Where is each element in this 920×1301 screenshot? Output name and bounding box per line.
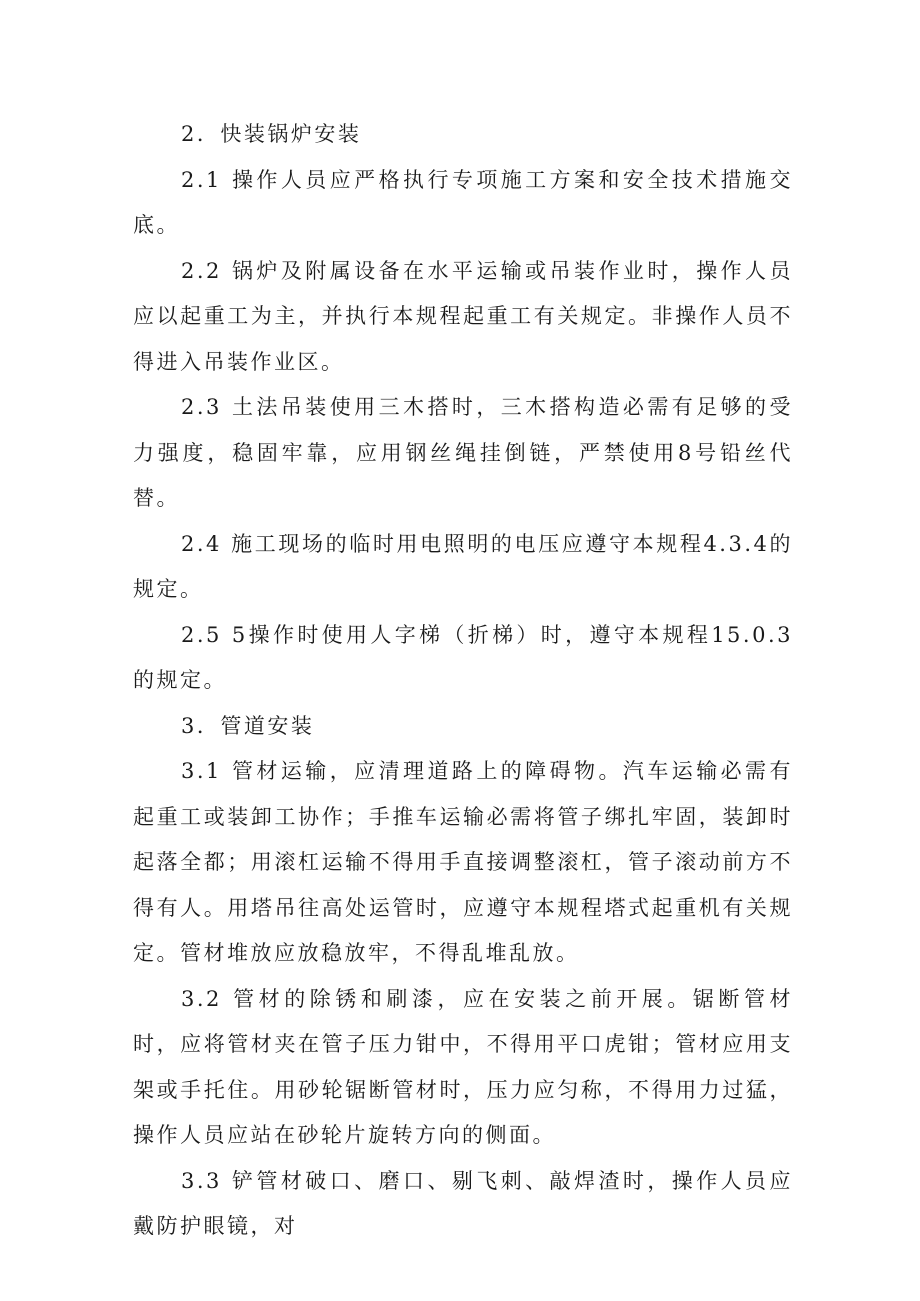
section-heading-pipe: 3．管道安装 bbox=[181, 713, 315, 738]
clause-3-3: 3.3 铲管材破口、磨口、剔飞刺、敲焊渣时，操作人员应戴防护眼镜，对 bbox=[133, 1168, 793, 1238]
clause-2-1: 2.1 操作人员应严格执行专项施工方案和安全技术措施交底。 bbox=[133, 167, 793, 237]
clause-2-2: 2.2 锅炉及附属设备在水平运输或吊装作业时，操作人员应以起重工为主，并执行本规程起重工有关规定。非操作人员不得进入吊装作业区。 bbox=[133, 258, 793, 374]
clause-2-4: 2.4 施工现场的临时用电照明的电压应遵守本规程4.3.4的规定。 bbox=[133, 531, 793, 601]
clause-2-3: 2.3 土法吊装使用三木搭时，三木搭构造必需有足够的受力强度，稳固牢靠，应用钢丝绳挂倒链，严禁使用8号铅丝代替。 bbox=[133, 395, 793, 510]
section-heading-boiler: 2．快装锅炉安装 bbox=[181, 122, 362, 146]
clause-3-1: 3.1 管材运输，应清理道路上的障碍物。汽车运输必需有起重工或装卸工协作；手推车运输必需将管子绑扎牢固，装卸时起落全都；用滚杠运输不得用手直接调整滚杠，管子滚动前方不得有人。用塔吊往高处运管时，应遵守本规程塔式起重机有关规定。管材堆放应放稳放牢，不得乱堆乱放。 bbox=[133, 759, 793, 965]
document-body bbox=[133, 112, 793, 1250]
clause-3-2: 3.2 管材的除锈和刷漆，应在安装之前开展。锯断管材时，应将管材夹在管子压力钳中，不得用平口虎钳；管材应用支架或手托住。用砂轮锯断管材时，压力应匀称，不得用力过猛，操作人员应站在砂轮片旋转方向的侧面。 bbox=[133, 986, 793, 1147]
clause-2-5: 2.5 5操作时使用人字梯（折梯）时，遵守本规程15.0.3的规定。 bbox=[133, 622, 793, 692]
